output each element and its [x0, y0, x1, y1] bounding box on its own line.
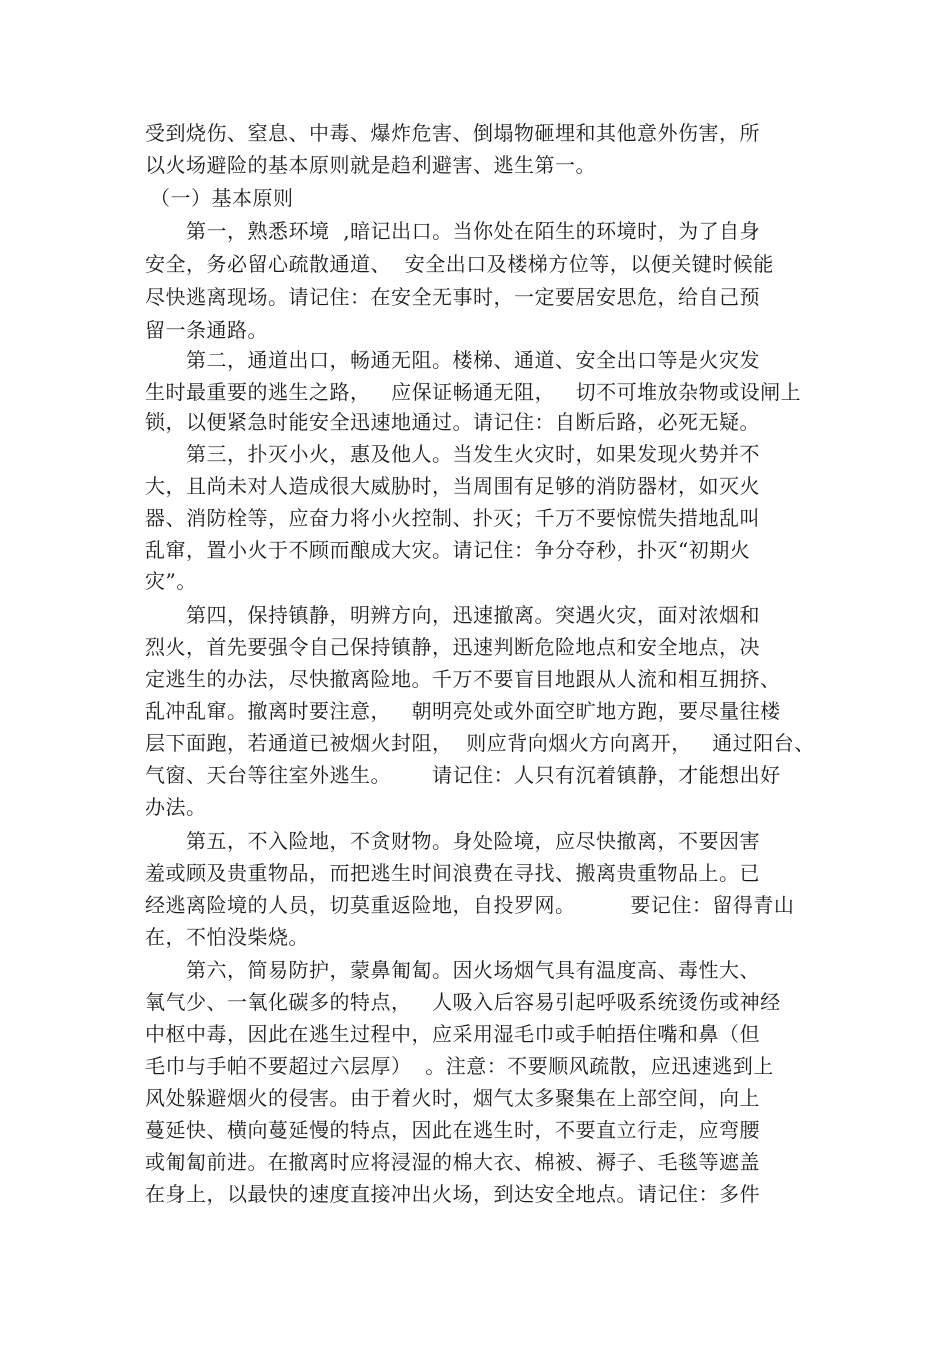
- text-line: 生时最重要的逃生之路， 应保证畅通无阻， 切不可堆放杂物或设闸上: [145, 380, 802, 404]
- section-heading: （一）基本原则: [150, 186, 294, 210]
- paragraph-start: 第五，不入险地，不贪财物。身处险境，应尽快撤离，不要因害: [145, 829, 760, 853]
- text-line: 风处躲避烟火的侵害。由于着火时，烟气太多聚集在上部空间，向上: [145, 1086, 760, 1110]
- text-line: 烈火，首先要强令自己保持镇静，迅速判断危险地点和安全地点，决: [145, 635, 760, 659]
- text-line: 乱冲乱窜。撤离时要注意， 朝明亮处或外面空旷地方跑，要尽量往楼: [145, 699, 781, 723]
- text-line: 定逃生的办法，尽快撤离险地。千万不要盲目地跟从人流和相互拥挤、: [145, 667, 781, 691]
- text-line: 层下面跑，若通道已被烟火封阻， 则应背向烟火方向离开， 通过阳台、: [145, 731, 815, 755]
- paragraph-start: 第六，简易防护，蒙鼻匍匐。因火场烟气具有温度高、毒性大、: [145, 958, 760, 982]
- text-line: 乱窜，置小火于不顾而酿成大灾。请记住：争分夺秒，扑灭“初期火: [145, 538, 751, 562]
- text-line: 大，且尚未对人造成很大威胁时，当周围有足够的消防器材，如灭火: [145, 474, 760, 498]
- text-line: 毛巾与手帕不要超过六层厚） 。注意：不要顺风疏散，应迅速逃到上: [145, 1054, 774, 1078]
- text-line: 安全，务必留心疏散通道、 安全出口及楼梯方位等，以便关键时候能: [145, 252, 774, 276]
- text-line: 办法。: [145, 795, 207, 819]
- text-line: 蔓延快、横向蔓延慢的特点，因此在逃生时，不要直立行走，应弯腰: [145, 1118, 760, 1142]
- text-line: 经逃离险境的人员，切莫重返险地，自投罗网。 要记住：留得青山: [145, 893, 795, 917]
- text-line: 锁，以便紧急时能安全迅速地通过。请记住：自断后路，必死无疑。: [145, 410, 760, 434]
- text-line: 氧气少、一氧化碳多的特点， 人吸入后容易引起呼吸系统烫伤或神经: [145, 990, 781, 1014]
- paragraph-start: 第一，熟悉环境 ,暗记出口。当你处在陌生的环境时，为了自身: [145, 219, 761, 243]
- text-line: 中枢中毒，因此在逃生过程中，应采用湿毛巾或手帕捂住嘴和鼻（但: [145, 1022, 760, 1046]
- text-line: 留一条通路。: [145, 318, 268, 342]
- text-line: 以火场避险的基本原则就是趋利避害、逃生第一。: [145, 153, 596, 177]
- paragraph-start: 第二，通道出口，畅通无阻。楼梯、通道、安全出口等是火灾发: [145, 348, 760, 372]
- text-line: 受到烧伤、窒息、中毒、爆炸危害、倒塌物砸埋和其他意外伤害，所: [145, 121, 760, 145]
- text-line: 尽快逃离现场。请记住：在安全无事时，一定要居安思危，给自己预: [145, 285, 760, 309]
- paragraph-start: 第三，扑灭小火，惠及他人。当发生火灾时，如果发现火势并不: [145, 442, 760, 466]
- text-line: 或匍匐前进。在撤离时应将浸湿的棉大衣、棉被、褥子、毛毯等遮盖: [145, 1150, 760, 1174]
- text-line: 在身上，以最快的速度直接冲出火场，到达安全地点。请记住：多件: [145, 1182, 760, 1206]
- text-line: 器、消防栓等，应奋力将小火控制、扑灭；千万不要惊慌失措地乱叫: [145, 506, 760, 530]
- paragraph-start: 第四，保持镇静，明辨方向，迅速撤离。突遇火灾，面对浓烟和: [145, 603, 760, 627]
- text-line: 气窗、天台等往室外逃生。 请记住：人只有沉着镇静，才能想出好: [145, 763, 781, 787]
- text-line: 羞或顾及贵重物品，而把逃生时间浪费在寻找、搬离贵重物品上。已: [145, 861, 760, 885]
- text-line: 灾”。: [145, 569, 197, 593]
- text-line: 在，不怕没柴烧。: [145, 925, 309, 949]
